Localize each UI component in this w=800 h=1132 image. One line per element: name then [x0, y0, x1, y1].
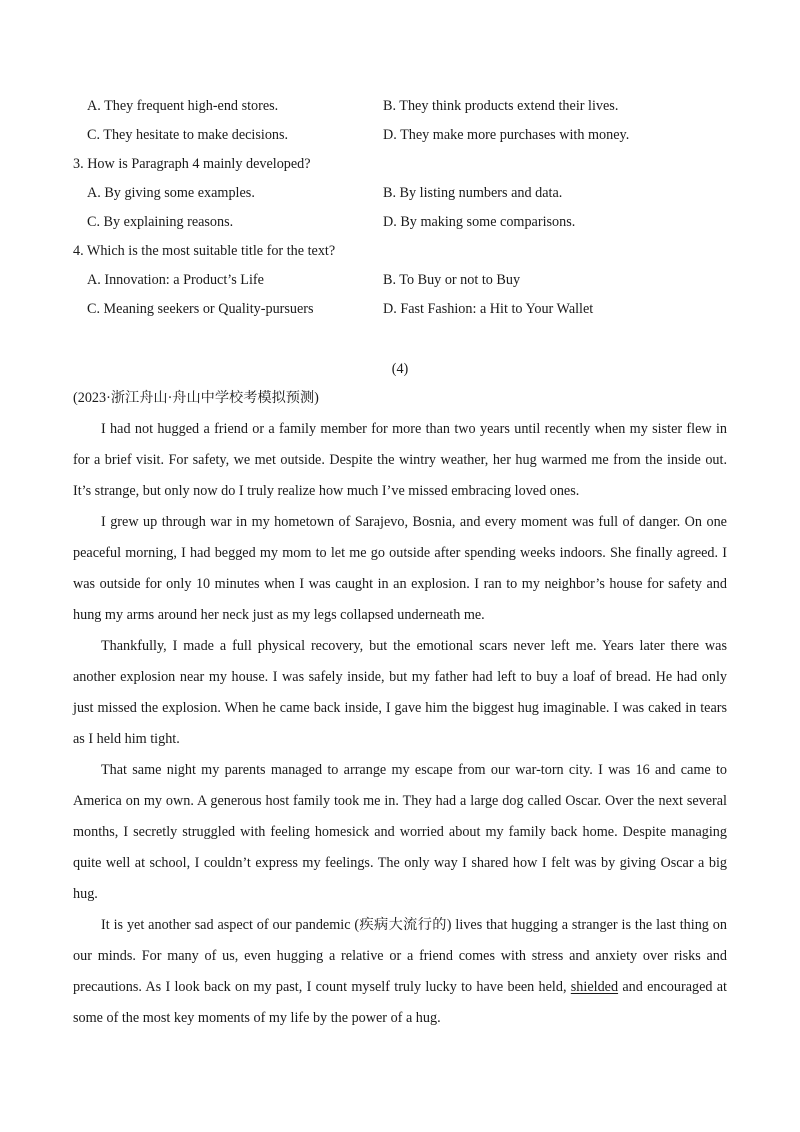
- source-citation: (2023·浙江舟山·舟山中学校考模拟预测): [73, 390, 319, 406]
- underlined-word: shielded: [570, 979, 619, 995]
- q4-stem: 4. Which is the most suitable title for the text?: [73, 243, 336, 259]
- q2-options-row-1: [87, 96, 747, 116]
- q4-option-b[interactable]: B. To Buy or not to Buy: [383, 272, 521, 288]
- q4-option-c[interactable]: C. Meaning seekers or Quality-pursuers: [87, 301, 314, 317]
- q2-options-row-2: [87, 125, 747, 145]
- q4-option-d[interactable]: D. Fast Fashion: a Hit to Your Wallet: [383, 301, 594, 317]
- passage-paragraph-2: I grew up through war in my hometown of Sarajevo, Bosnia, and every moment was full of danger. On one peaceful morning, I had begged my mom to let me go outside after spending weeks indoors. She finally agreed. I was outside for only 10 minutes when I was caught in an explosion. I ran to my neighbor’s house for safety and hung my arms around her neck just as my legs collapsed underneath me.: [73, 514, 727, 623]
- passage-paragraph-3: Thankfully, I made a full physical recovery, but the emotional scars never left me. Years later there was another explosion near my house. I was safely inside, but my father had left to buy a loaf of bread. He had only just missed the explosion. When he came back inside, I gave him the biggest hug imaginable. I was caked in tears as I held him tight.: [73, 638, 727, 747]
- q3-option-a[interactable]: A. By giving some examples.: [87, 185, 255, 201]
- reading-passage: [73, 414, 727, 1034]
- q2-option-c[interactable]: C. They hesitate to make decisions.: [87, 127, 289, 143]
- q4-option-a[interactable]: A. Innovation: a Product’s Life: [87, 272, 264, 288]
- section-number: (4): [391, 361, 409, 377]
- q3-option-b[interactable]: B. By listing numbers and data.: [383, 185, 563, 201]
- q4-options-row-2: [87, 299, 747, 319]
- passage-paragraph-4: That same night my parents managed to arrange my escape from our war-torn city. I was 16 and came to America on my own. A generous host family took me in. They had a large dog called Oscar. Over the next several months, I secretly struggled with feeling homesick and worried about my family back home. Despite managing quite well at school, I couldn’t express my feelings. The only way I shared how I felt was by giving Oscar a big hug.: [73, 762, 727, 902]
- q3-option-d[interactable]: D. By making some comparisons.: [383, 214, 576, 230]
- passage-paragraph-5: [73, 910, 727, 1034]
- q4-options-row-1: [87, 270, 747, 290]
- q3-options-row-1: [87, 183, 747, 203]
- q2-option-a[interactable]: A. They frequent high-end stores.: [87, 98, 279, 114]
- q3-option-c[interactable]: C. By explaining reasons.: [87, 214, 234, 230]
- q2-option-b[interactable]: B. They think products extend their lives.: [383, 98, 619, 114]
- q2-option-d[interactable]: D. They make more purchases with money.: [383, 127, 630, 143]
- q3-stem: 3. How is Paragraph 4 mainly developed?: [73, 156, 311, 172]
- paragraph-5-text-before: It is yet another sad aspect of our pandemic (疾病大流行的) lives that hugging a stranger is the last thing on our minds. For many of us, even hugging a relative or a friend comes with stress and anxiety over risks and precautions. As I look back on my past, I count myself truly lucky to have been held,: [73, 917, 727, 995]
- q3-options-row-2: [87, 212, 747, 232]
- passage-paragraph-1: I had not hugged a friend or a family member for more than two years until recently when my sister flew in for a brief visit. For safety, we met outside. Despite the wintry weather, her hug warmed me from the inside out. It’s strange, but only now do I truly realize how much I’ve missed embracing loved ones.: [73, 421, 727, 499]
- paragraph-5-text-after: and encouraged at some of the most key moments of my life by the power of a hug.: [73, 979, 727, 1026]
